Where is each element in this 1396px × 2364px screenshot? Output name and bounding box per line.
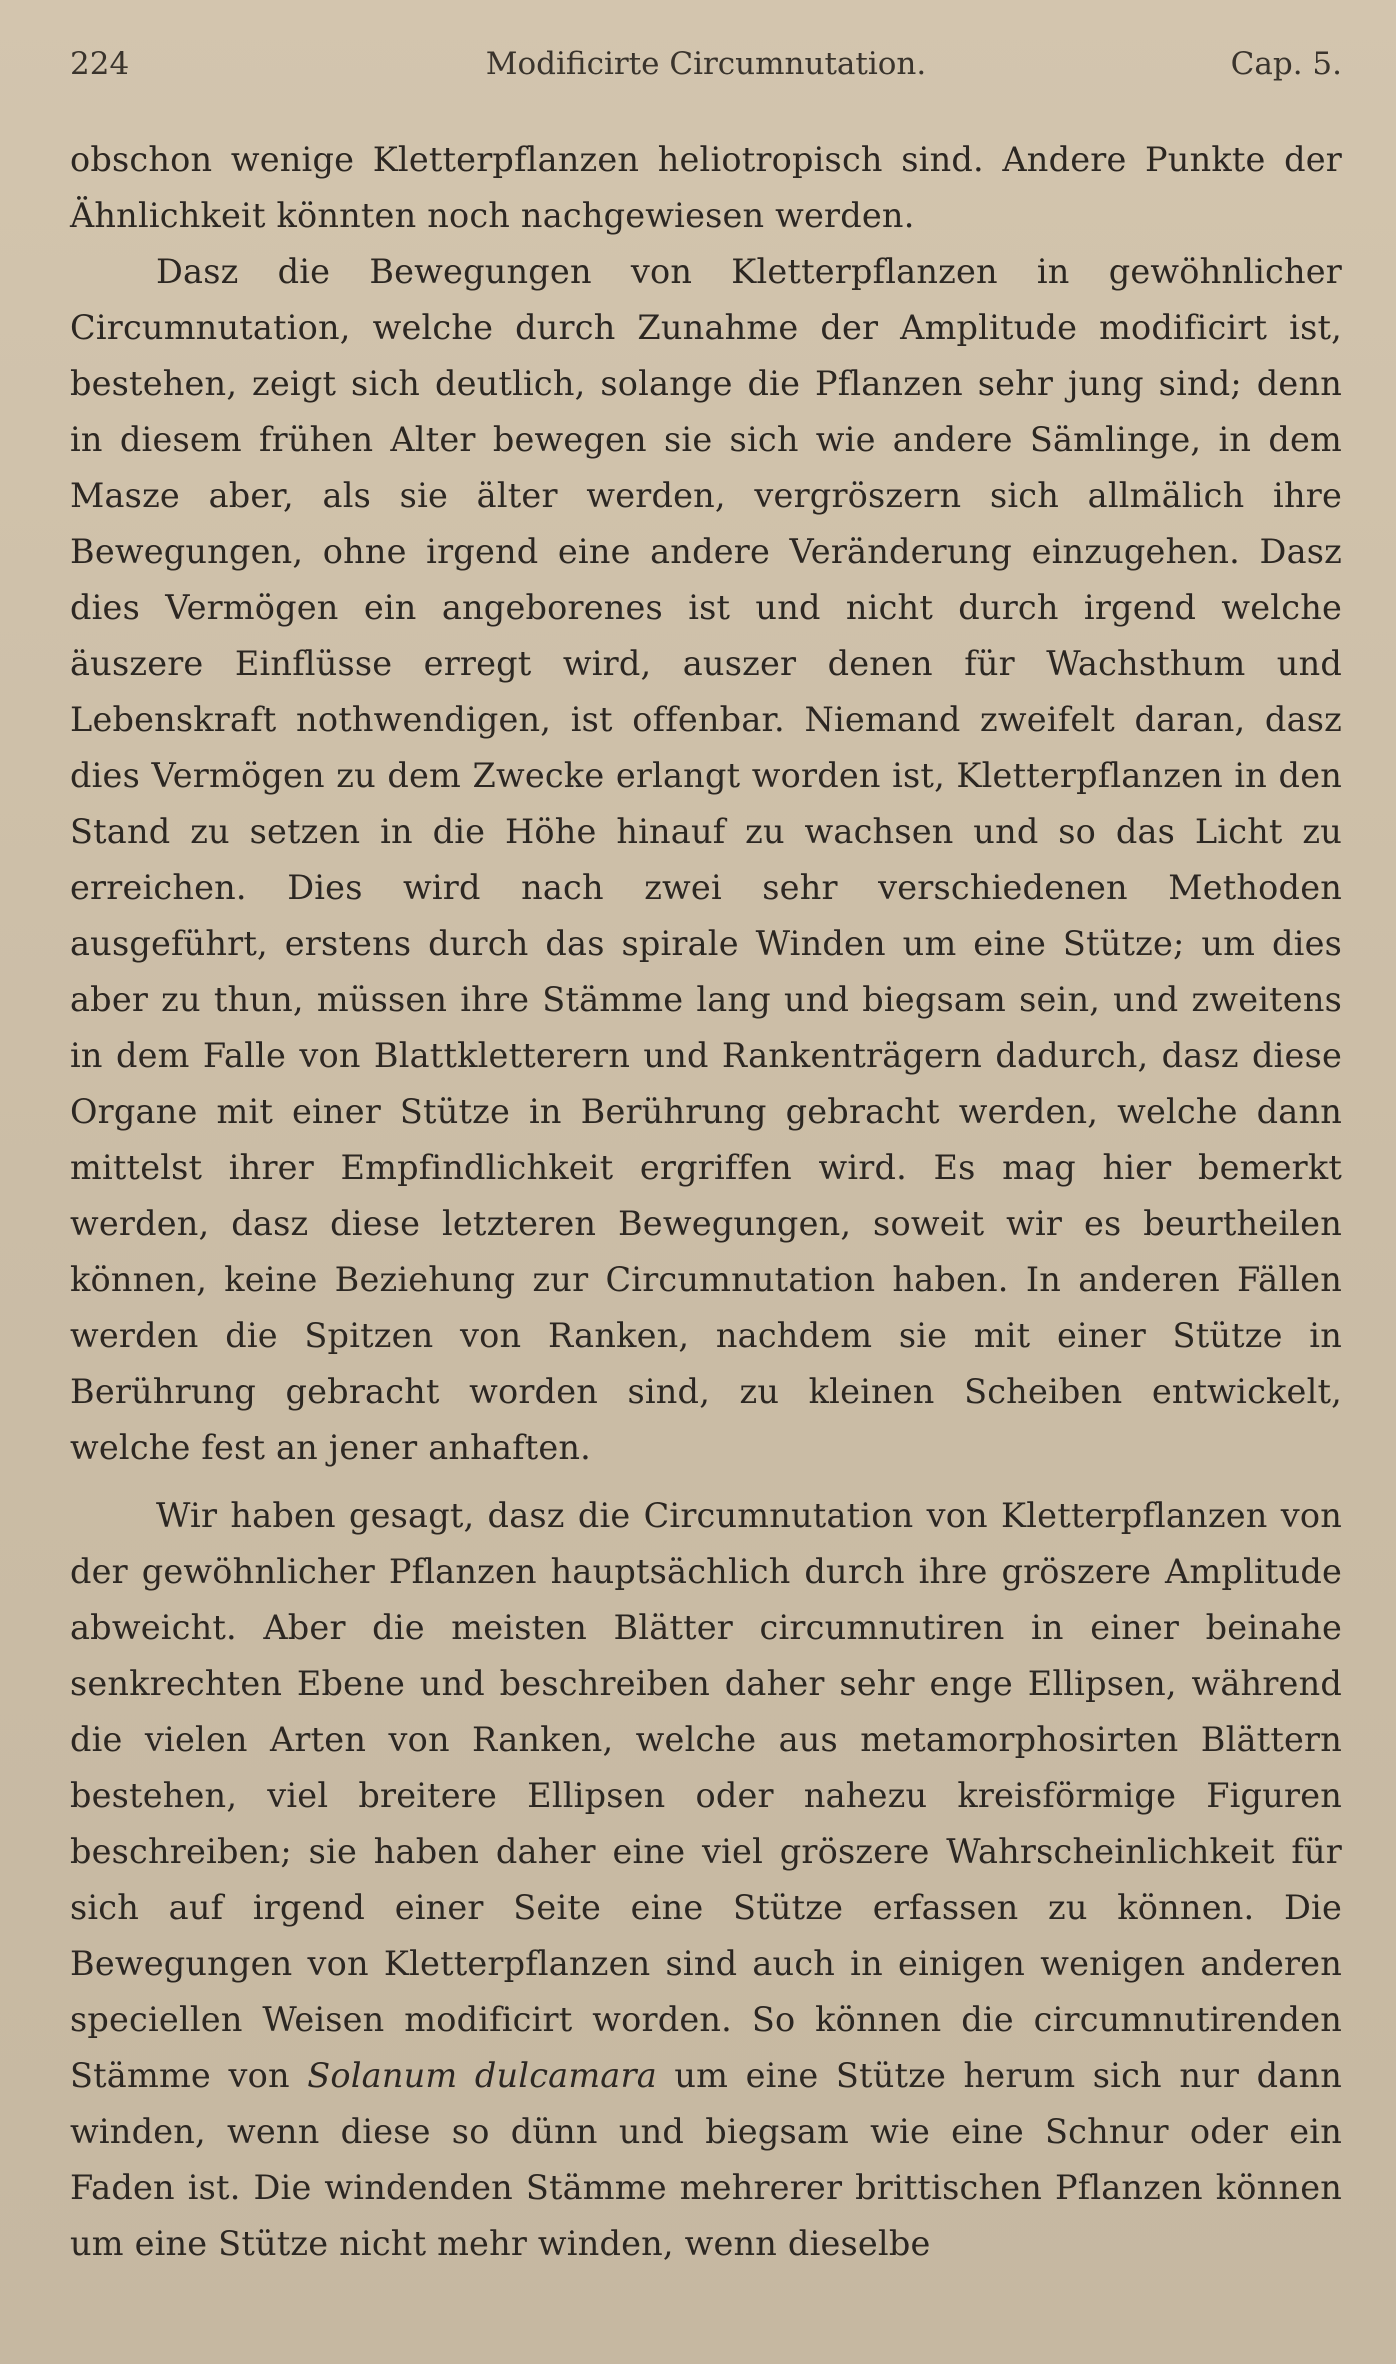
paragraph-3 — [70, 1488, 1342, 2272]
running-title: Modificirte Circumnutation. — [485, 46, 927, 82]
paragraph-2: Dasz die Bewegungen von Kletterpflanzen in gewöhnlicher Circumnutation, welche durch Zunahme der Amplitude modificirt ist, bestehen, zeigt sich deutlich, solange die Pflanzen sehr jung sind; denn in diesem frühen Alter bewegen sie sich wie andere Sämlinge, in dem Masze aber, als sie älter werden, vergröszern sich allmälich ihre Bewegungen, ohne irgend eine andere Veränderung einzugehen. Dasz dies Vermögen ein angeborenes ist und nicht durch irgend welche äuszere Einflüsse erregt wird, auszer denen für Wachsthum und Lebenskraft nothwendigen, ist offenbar. Niemand zweifelt daran, dasz dies Vermögen zu dem Zwecke erlangt worden ist, Kletterpflanzen in den Stand zu setzen in die Höhe hinauf zu wachsen und so das Licht zu erreichen. Dies wird nach zwei sehr verschiedenen Methoden ausgeführt, erstens durch das spirale Winden um eine Stütze; um dies aber zu thun, müssen ihre Stämme lang und biegsam sein, und zweitens in dem Falle von Blattkletterern und Rankenträgern dadurch, dasz diese Organe mit einer Stütze in Berührung gebracht werden, welche dann mittelst ihrer Empfindlichkeit ergriffen wird. Es mag hier bemerkt werden, dasz diese letzteren Bewegungen, soweit wir es beurtheilen können, keine Beziehung zur Circumnutation haben. In anderen Fällen werden die Spitzen von Ranken, nachdem sie mit einer Stütze in Berührung gebracht worden sind, zu kleinen Scheiben entwickelt, welche fest an jener anhaften. — [70, 252, 1342, 1467]
chapter-label: Cap. 5. — [1230, 46, 1342, 82]
body-text — [70, 132, 1342, 2272]
paragraph-3-text-after: um eine Stütze herum sich nur dann winden, wenn diese so dünn und biegsam wie eine Schnur oder ein Faden ist. Die windenden Stämme mehrerer brittischen Pflanzen können um eine Stütze nicht mehr winden, wenn dieselbe — [70, 2056, 1342, 2263]
running-head — [70, 46, 1342, 92]
page-number: 224 — [70, 46, 130, 82]
species-name: Solanum dulcamara — [307, 2056, 657, 2095]
paragraph-1: obschon wenige Kletterpflanzen heliotropisch sind. Andere Punkte der Ähnlichkeit könnten noch nachgewiesen werden. — [70, 140, 1342, 235]
paragraph-3-text-before: Wir haben gesagt, dasz die Circumnutation von Kletterpflanzen von der gewöhnlicher Pflanzen hauptsächlich durch ihre gröszere Amplitude abweicht. Aber die meisten Blätter circumnutiren in einer beinahe senkrechten Ebene und beschreiben daher sehr enge Ellipsen, während die vielen Arten von Ranken, welche aus metamorphosirten Blättern bestehen, viel breitere Ellipsen oder nahezu kreisförmige Figuren beschreiben; sie haben daher eine viel gröszere Wahrscheinlichkeit für sich auf irgend einer Seite eine Stütze erfassen zu können. Die Bewegungen von Kletterpflanzen sind auch in einigen wenigen anderen speciellen Weisen modificirt worden. So können die circumnutirenden Stämme von — [70, 1496, 1342, 2095]
